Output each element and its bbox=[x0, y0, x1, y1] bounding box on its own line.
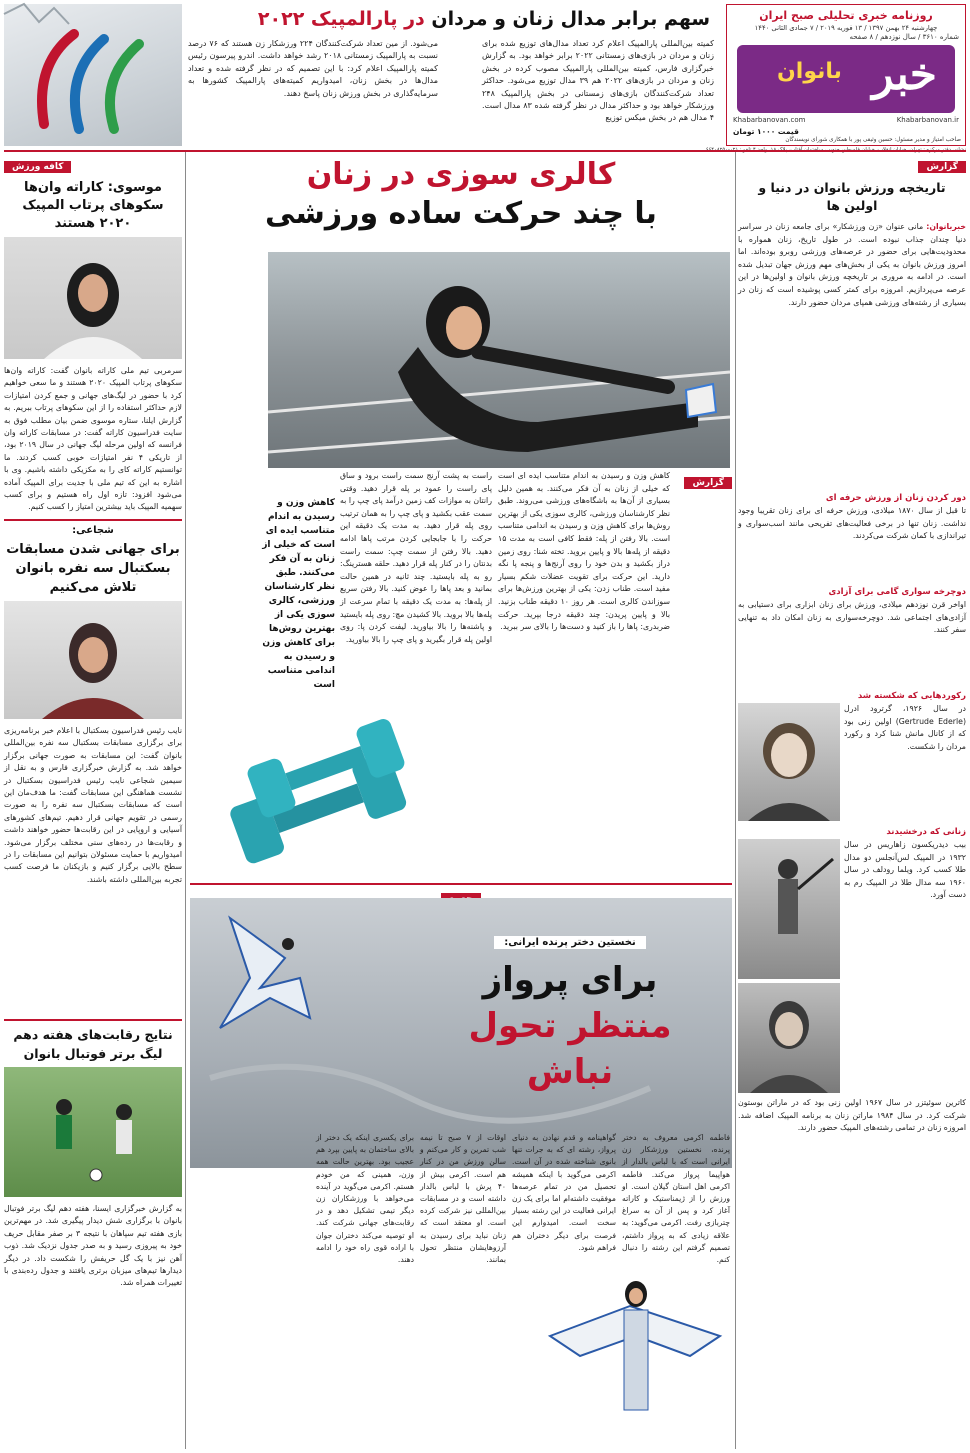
stretching-woman-photo bbox=[268, 252, 730, 468]
right-intro-lead: خبربانوان: bbox=[926, 222, 966, 231]
paralympic-logo-icon bbox=[4, 4, 182, 146]
profile-col1: فاطمه اکرمی معروف به دختر پرنده، نخستین ورزشکار زن ایرانی است که با لباس بالدار از هواپیما پرواز می‌کند. فاطمه اکرمی اهل استان گیلان است. او ورزش را از ژیمناستیک و کاراته آغاز کرد و پس از آن به سراغ چتربازی رفت. اکرمی می‌گوید: به علاقه زیادی که به پرواز داشتم، تصمیم گرفتم این رشته را دنبال کنم. bbox=[622, 1133, 730, 1265]
right-body2: اواخر قرن نوزدهم میلادی، ورزش برای زنان ابزاری برای دستیابی به آزادی‌های اجتماعی شد. دوچرخه‌سواری به زنان امکان داد به تنهایی سفر کنند. bbox=[738, 600, 966, 635]
masthead-issue: شماره ۳۶۱۰ / سال نوزدهم / ۸ صفحه bbox=[849, 33, 959, 41]
profile-col4: برای یکسری اینکه یک دختر از بالای ساختمان به پایین بپرد هم عجیب بود. بهترین حالت همه وزن، همینی که من خودم هستم. اکرمی می‌گوید در آینده می‌خواهد با ورزشکاران زن دیگر تیمی تشکیل دهد و در رقابت‌های جهانی شرکت کند. او توصیه می‌کند دختران جوان با اراده قوی راه خود را ادامه دهند. bbox=[316, 1133, 414, 1265]
tennis-player-photo bbox=[738, 983, 840, 1093]
portrait-icon bbox=[738, 703, 840, 821]
profile-headline-line1: برای پرواز bbox=[482, 960, 658, 1000]
right-body3: در سال ۱۹۲۶، گرترود ادرل (Gertrude Ederle) اولین زنی بود که از کانال مانش شنا کرد و رکورد مردان را شکست. bbox=[844, 704, 966, 751]
right-body4: بیب دیدریکسون زاهاریس در سال ۱۹۳۲ در المپیک لس‌آنجلس دو مدال طلا کسب کرد. ویلما رودلف در سال ۱۹۶۰ سه مدال طلا در المپیک رم به دست آورد. bbox=[844, 840, 966, 900]
karate-coach-photo bbox=[4, 237, 182, 359]
story2-title[interactable]: برای جهانی شدن مسابقات بسکتبال سه نفره بانوان تلاش می‌کنیم bbox=[6, 542, 180, 595]
masthead-price: قیمت ۱۰۰۰ تومان bbox=[733, 127, 799, 136]
site-link-2[interactable]: Khabarbanovan.ir bbox=[896, 116, 959, 124]
golfer-photo bbox=[738, 839, 840, 979]
football-match-photo bbox=[4, 1067, 182, 1197]
site-link-1[interactable]: Khabarbanovan.com bbox=[733, 116, 806, 124]
center-col-b: راست به پشت آرنج سمت راست برود و ساق پای راست را عمود بر پله قرار دهید. وقتی رانتان به موازات کف زمین درآمد پای چپ را به سمت عقب بکشید و پای چپ را به همان ترتیب روی پله قرار دهید. به مدت یک دقیقه این حرکت را با جابجایی کردن مرتب پاها ادامه دهید. بالا رفتن از سمت چپ: سمت راست بدنتان را در کنار پله قرار دهید. حلقه هسترینگ: رو به پله بایستید. چند ثانیه در همین حالت بمانید و بعد پاها را عوض کنید. بالا رفتن سریع از پله‌ها: به مدت یک دقیقه با تمام سرعت از پله‌ها بالا بروید. بالا کشیدن مچ: روی پله بایستید و پاشنه‌ها را بالا بیاورید. لیفت کردن پا: روی اولین پله قرار بگیرید و پای چپ را بالا بیاورید. bbox=[340, 471, 492, 644]
wingsuit-woman-photo bbox=[540, 1266, 732, 1446]
right-intro-text: مانی عنوان «زن ورزشکار» برای جامعه زنان در سراسر دنیا چندان جذاب نبوده است. در طول تاریخ، زنان همواره با محدودیت‌هایی برای حضور در عرصه‌های ورزشی روبرو بوده‌اند. اما امروز ورزش بانوان به یکی از بخش‌های مهم ورزش جهان تبدیل شده است. در ادامه به مروری بر تاریخچه ورزش بانوان و اولین‌ها در این عرصه می‌پردازیم. امروزه برای کمتر کسی پوشیده است که زنان در بسیاری از رشته‌های ورزشی همپای مردان حضور دارند. bbox=[738, 222, 966, 307]
right-column bbox=[738, 152, 966, 1449]
profile-headline-box bbox=[420, 930, 720, 1095]
left-section-tag: کافه ورزش bbox=[4, 161, 71, 173]
left-column bbox=[4, 152, 182, 1449]
center-tag: گزارش bbox=[684, 477, 732, 489]
masthead-tagline: روزنامه خبری تحلیلی صبح ایران bbox=[759, 9, 933, 22]
top-story-col1: کمیته بین‌المللی پارالمپیک اعلام کرد تعداد مدال‌های توزیع شده برای زنان و مردان در بازی‌های زمستانی ۲۰۲۲ برابر خواهد بود. به گزارش خبرگزاری فارس، کمیته بین‌المللی پارالمپیک مصوب کرده در بخش زنان و مردان در بازی‌های ۲۰۲۲ هم ۳۹ مدال توزیع می‌شود. حداکثر تعداد شرکت‌کنندگان بازی‌های زمستانی در بخش پارالمپیک ۲۴۸ ورزشکار خواهد بود و حداکثر مدال در نظر گرفته شده ۸۳ مدال است. ۴ مدال هم در بخش میکس توزیع bbox=[482, 39, 715, 123]
masthead-publisher: صاحب امتیاز و مدیر مسئول: حسین وثیقی پور با همکاری شورای نویسندگان bbox=[785, 137, 961, 143]
dumbbells-photo bbox=[190, 720, 490, 870]
person-hijab-icon bbox=[4, 237, 182, 359]
masthead-sites bbox=[733, 116, 959, 124]
golfer-icon bbox=[738, 839, 840, 979]
story3-body: به گزارش خبرگزاری ایسنا، هفته دهم لیگ برتر فوتبال بانوان با برگزاری شش دیدار پیگیری شد. در مهم‌ترین بازی هفته تیم سپاهان با نتیجه ۳ بر صفر مقابل حریف خود به پیروزی رسید و به صدر جدول نزدیک شد. ذوب آهن نیز با یک گل حریفش را شکست داد. در دیگر دیدارها تیم‌های میزبان برتری یافتند و جدول رده‌بندی با تغییرات همراه شد. bbox=[4, 1204, 182, 1288]
right-section-tag: گزارش bbox=[918, 161, 966, 173]
masthead bbox=[726, 4, 966, 146]
center-pull-quote: کاهش وزن و رسیدن به اندام متناسب ایده ای است که خیلی از زنان به آن فکر می‌کنند. طبق نظر کارشناسان ورزشی، کالری سوزی یکی از بهترین روش‌ها برای کاهش وزن و رسیدن به اندامی متناسب است bbox=[262, 498, 335, 690]
right-sub2: دوچرخه سواری گامی برای آزادی bbox=[828, 587, 966, 597]
athlete-portrait-icon bbox=[738, 983, 840, 1093]
top-story-headline bbox=[254, 8, 714, 34]
right-body5: کاترین سوئیتزر در سال ۱۹۶۷ اولین زنی بود که در ماراتن بوستون شرکت کرد. در سال ۱۹۸۴ ماراتن زنان به برنامه المپیک اضافه شد. امروزه زنان در تمامی رشته‌های المپیک حضور دارند. bbox=[738, 1098, 966, 1133]
top-headline-part1: سهم برابر مدال زنان و مردان bbox=[431, 8, 711, 30]
wingsuit-woman-icon bbox=[540, 1266, 732, 1446]
profile-caption bbox=[190, 1160, 310, 1446]
story1-title[interactable]: موسوی: کاراته وان‌ها سکوهای پرتاب المپیک ۲۰۲۰ هستند bbox=[22, 180, 164, 231]
top-story-photo bbox=[4, 4, 182, 146]
center-headline bbox=[190, 156, 732, 234]
logo-sub: بانوان bbox=[777, 59, 842, 84]
story3-title[interactable]: نتایج رقابت‌های هفته دهم لیگ برتر فوتبال بانوان bbox=[13, 1027, 173, 1061]
right-sub4: زنانی که درخشیدند bbox=[886, 827, 966, 837]
center-headline-line1: کالری سوزی در زنان bbox=[306, 157, 616, 192]
profile-col3: اوقات از ۷ صبح تا نیمه شب تمرین و کار می‌کنم و سالن ورزش من در کنار هم است. اکرمی بیش از ۴۰ پرش با لباس بالدار داشته است و در مسابقات بین‌المللی نیز شرکت کرده است. او معتقد است که زنان نباید برای رسیدن به آرزوهایشان منتظر تحول بمانند. bbox=[420, 1133, 506, 1265]
person-icon bbox=[4, 601, 182, 719]
right-title[interactable]: تاریخچه ورزش بانوان در دنیا و اولین ها bbox=[758, 180, 946, 213]
right-vertical-rule bbox=[735, 152, 736, 1449]
stretching-athlete-icon bbox=[268, 252, 730, 468]
basketball-official-photo bbox=[4, 601, 182, 719]
right-sub1: دور کردن زنان از ورزش حرفه ای bbox=[825, 493, 966, 503]
center-tag-wrap bbox=[672, 470, 732, 489]
profile-headline-line2: منتظر تحول نباش bbox=[468, 1006, 672, 1092]
story2-body: نایب رئیس فدراسیون بسکتبال با اعلام خبر برنامه‌ریزی برای برگزاری مسابقات بسکتبال سه نفره بین‌المللی بانوان گفت: این مسابقات به صورت جهانی برگزار خواهد شد. به گزارش خبرگزاری فارس و به نقل از سیمین شجاعی نایب رئیس فدراسیون بسکتبال در نشست هماهنگی این مسابقات گفت: ما هدف‌مان این است که مسابقات بسکتبال سه نفره را به صورت رسمی در تقویم جهانی قرار دهیم. تیم‌های کشورهای آسیایی و اروپایی در این رقابت‌ها حضور خواهند داشت و رقابت‌ها در رده‌های سنی مختلف برگزار می‌شود. امیدواریم با حمایت مسئولان بتوانیم این مسابقات را در سطح بالایی برگزار کنیم و بازیکنان ما فرصت کسب تجربه بین‌المللی داشته باشند. bbox=[4, 726, 182, 884]
top-headline-part2: در پارالمپیک ۲۰۲۲ bbox=[257, 8, 425, 30]
right-body1: تا قبل از سال ۱۸۷۰ میلادی، ورزش حرفه ای برای زنان تقریبا وجود نداشت. زنان تنها در برخی فعالیت‌های تفریحی مانند اسب‌سواری و تیراندازی با کمان شرکت می‌کردند. bbox=[738, 506, 966, 541]
story2-kicker: شجاعی: bbox=[72, 525, 114, 536]
top-story-col2: می‌شود. از مین تعداد شرکت‌کنندگان ۲۲۴ ورزشکار زن هستند که ۷۶ درصد نسبت به پارالمپیک زمستانی ۲۰۱۸ رشد خواهد داشت. اندرو پیرسون رئیس کمیته پارالمپیک اعلام کرد: با این تصمیم که در نظر گرفته شده و تعداد مدال‌ها در بخش زنان، امیدواریم کمیته‌های پارالمپیک کشورها به سرمایه‌گذاری در بخش ورزش زنان پاسخ دهند. bbox=[188, 39, 438, 98]
logo-word: خبر bbox=[872, 49, 937, 100]
masthead-date: چهارشنبه ۲۴ بهمن ۱۳۹۷ / ۱۳ فوریه ۲۰۱۹ / ۷ جمادی الثانی ۱۴۴۰ bbox=[754, 24, 938, 32]
right-sub3: رکوردهایی که شکسته شد bbox=[857, 691, 966, 701]
right-intro bbox=[738, 221, 966, 491]
ederle-portrait-photo bbox=[738, 703, 840, 821]
dumbbell-icon bbox=[190, 720, 490, 870]
story1-body: سرمربی تیم ملی کاراته بانوان گفت: کاراته وان‌ها سکوهای پرتاب المپیک ۲۰۲۰ هستند و ما سعی خواهیم کرد با حضور در لیگ‌های جهانی و جمع کردن امتیازات لازم حداکثر استفاده را از این سکوهای پرتاب ببریم. به گزارش ایلنا، ستاره موسوی ضمن بیان مطلب فوق به سایت فدراسیون کاراته گفت: در مسابقات کاراته وان فرانسه که اولین مرحله لیگ جهانی در سال ۲۰۱۹ بود، از تاریکی ۴ نفر امتیازات خوبی کسب کردند. ما توانستیم کاراته کای را به مکزیکی داشته باشیم. وی با اشاره به این که تیم ملی با جدیت برای المپیک آماده می‌شود افزود: تازه اول راه هستیم و برای کسب سهمیه المپیک باید بیشترین امتیاز را کسب کنیم. bbox=[4, 366, 182, 512]
center-col-a: کاهش وزن و رسیدن به اندام متناسب ایده ای است که خیلی از زنان به آن فکر می‌کنند. به همین دلیل بسیاری از آن‌ها به باشگاه‌های ورزشی می‌روند. طبق نظر کارشناسان ورزشی، کالری سوزی یکی از بهترین روش‌ها برای کاهش وزن و رسیدن به اندامی متناسب است. بالا رفتن از پله: فقط کافی است به مدت ۱۵ دقیقه از پله‌ها بالا و پایین بروید. تخته شنا: روی زمین دراز بکشید و بدن خود را روی آرنج‌ها و پنجه پا نگه دارید. این حرکت برای تقویت عضلات شکم بسیار مفید است. طناب زدن: یکی از بهترین ورزش‌ها برای سوزاندن کالری است. هر روز ۱۰ دقیقه طناب بزنید. بالا و پایین پریدن: چند دقیقه درجا بپرید. حرکت ضربدری: پاها را باز کنید و دست‌ها را بالای سر ببرید. bbox=[498, 471, 670, 632]
masthead-logo bbox=[737, 45, 955, 113]
football-players-icon bbox=[4, 1067, 182, 1197]
center-headline-line2: با چند حرکت ساده ورزشی bbox=[265, 196, 657, 231]
profile-col2: گواهینامه و قدم نهادن به دنیای پرواز، رشته ای که به جرات تنها بانوی شناخته شده در آن است. اکرمی می‌گوید با اینکه همیشه تحصیل من در تمام عرصه‌ها موفقیت داشته‌ام اما برای یک زن ایرانی فعالیت در این رشته بسیار سخت است. امیدوارم این فرصت برای دیگر دختران هم فراهم شود. bbox=[512, 1133, 616, 1252]
profile-kicker: نخستین دختر پرنده ایرانی: bbox=[494, 936, 646, 949]
left-vertical-rule bbox=[185, 152, 186, 1449]
center-divider bbox=[190, 883, 732, 885]
